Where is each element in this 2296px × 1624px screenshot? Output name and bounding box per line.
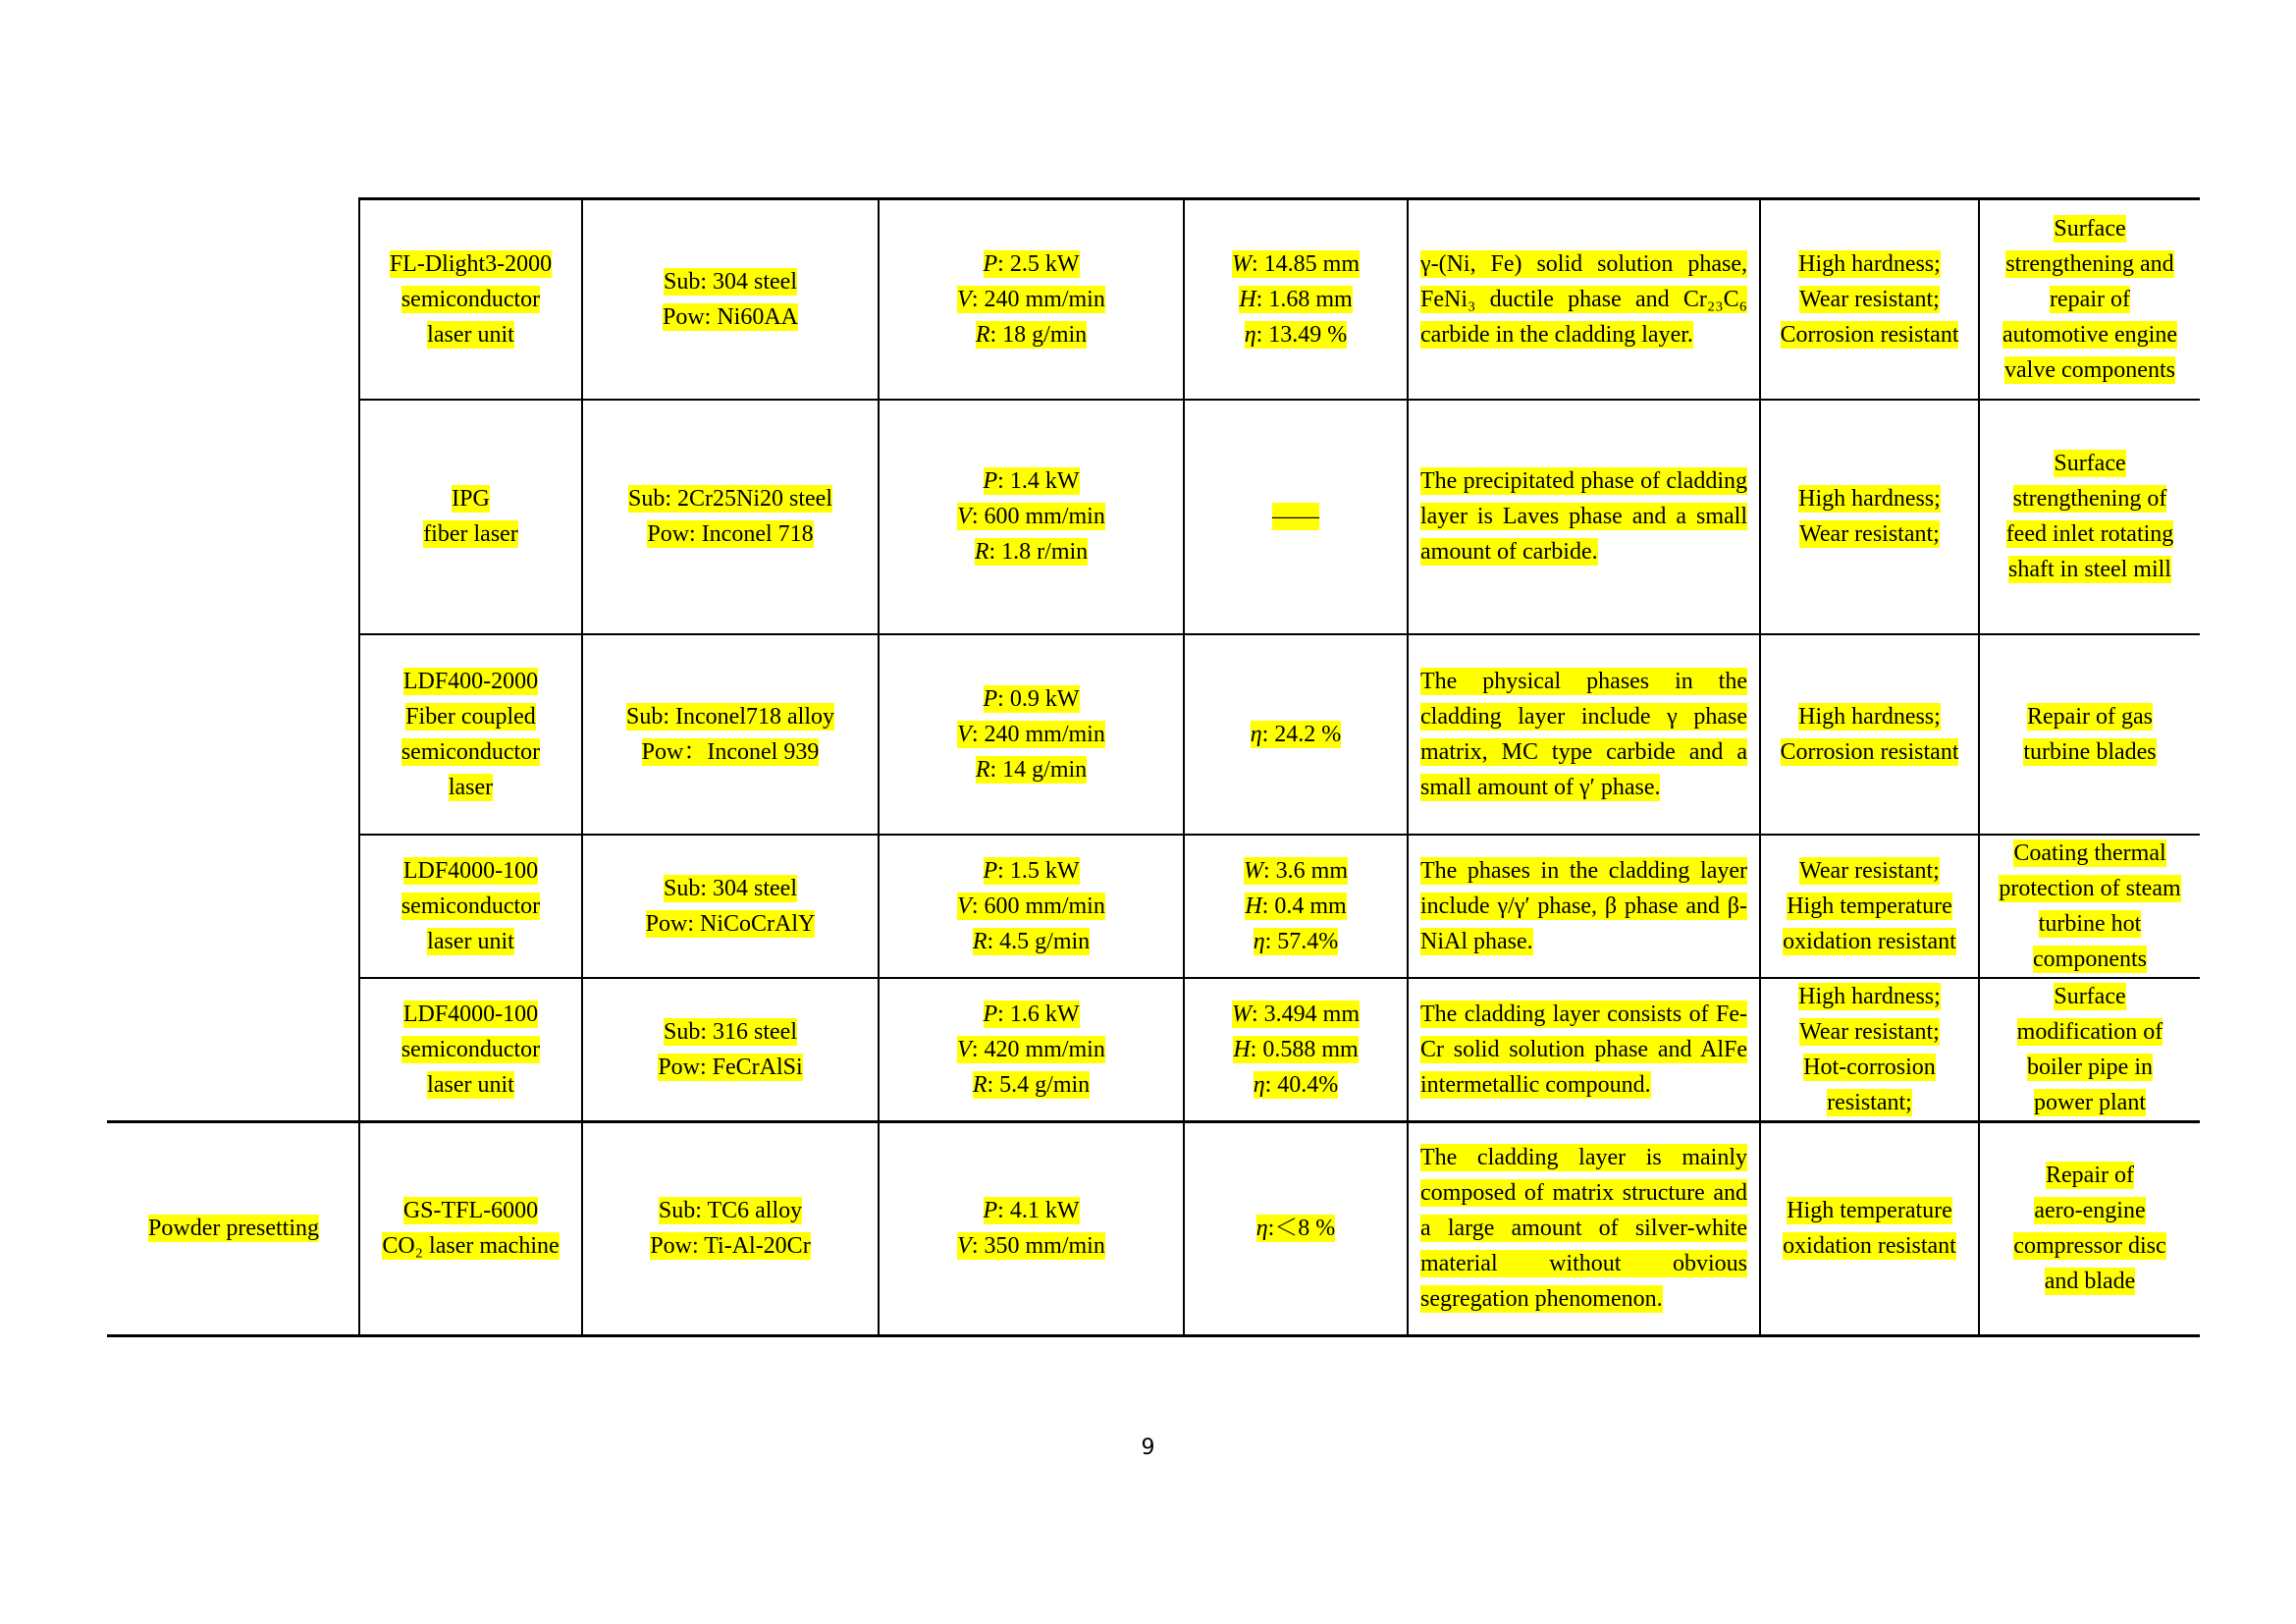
symbol: H <box>1239 286 1256 312</box>
parameters-cell <box>879 978 1184 1122</box>
materials-line: Sub: Inconel718 alloy <box>626 703 834 730</box>
application-line: components <box>2033 946 2147 972</box>
equipment-cell <box>359 835 582 978</box>
materials-line: Pow: FeCrAlSi <box>658 1054 803 1080</box>
symbol: P <box>983 1198 998 1223</box>
value: : 13.49 % <box>1255 321 1348 348</box>
table-row <box>107 978 2200 1122</box>
application-cell <box>1979 835 2200 978</box>
parameters-line <box>975 538 1088 566</box>
properties-line: Wear resistant; <box>1799 286 1940 312</box>
geometry-cell <box>1184 199 1408 400</box>
materials-line: Sub: TC6 alloy <box>658 1198 803 1223</box>
equipment-line: semiconductor <box>400 893 541 919</box>
parameters-cell <box>879 199 1184 400</box>
equipment-line: Fiber coupled <box>405 703 536 730</box>
properties-line: High hardness; <box>1798 250 1941 277</box>
properties-line: Wear resistant; <box>1799 1018 1940 1045</box>
method-cell <box>107 400 359 634</box>
phases-cell <box>1408 978 1760 1122</box>
materials-line: Pow: Inconel 718 <box>647 521 814 547</box>
properties-line: oxidation resistant <box>1783 1233 1956 1259</box>
table-row <box>107 199 2200 400</box>
application-line: power plant <box>2034 1089 2146 1115</box>
symbol: P <box>983 857 998 884</box>
materials-cell <box>582 978 879 1122</box>
value: : 0.588 mm <box>1250 1036 1359 1062</box>
application-line: Coating thermal <box>2013 839 2166 866</box>
application-cell <box>1979 634 2200 835</box>
properties-line: Corrosion resistant <box>1780 321 1959 348</box>
properties-cell <box>1760 400 1979 634</box>
equipment-cell <box>359 634 582 835</box>
properties-cell <box>1760 1121 1979 1335</box>
parameters-line <box>984 857 1080 885</box>
value: : 18 g/min <box>989 321 1088 348</box>
geometry-line <box>1239 286 1352 313</box>
application-line: Surface <box>2054 215 2126 242</box>
application-line: Surface <box>2054 451 2126 476</box>
symbol: W <box>1231 250 1252 277</box>
value: : 1.8 r/min <box>988 539 1089 565</box>
symbol: η <box>1253 1071 1265 1098</box>
application-line: Repair of gas <box>2027 703 2153 730</box>
application-line: repair of <box>2050 286 2130 312</box>
value: : 1.5 kW <box>997 857 1080 884</box>
symbol: R <box>975 321 990 348</box>
geometry-line <box>1244 857 1348 885</box>
parameters-line <box>957 893 1105 920</box>
parameters-line <box>976 756 1087 784</box>
parameters-line <box>976 321 1087 349</box>
application-line: strengthening and <box>2005 250 2174 277</box>
value: : 40.4% <box>1264 1071 1339 1098</box>
equipment-line: laser unit <box>427 1071 514 1098</box>
properties-line: High hardness; <box>1798 486 1941 512</box>
symbol: η <box>1255 1216 1268 1241</box>
symbol: η <box>1250 721 1262 747</box>
symbol: R <box>972 928 988 954</box>
properties-line: High temperature <box>1787 893 1952 919</box>
application-line: compressor disc <box>2013 1233 2166 1259</box>
value: : 1.4 kW <box>997 468 1080 494</box>
geometry-line <box>1272 503 1319 530</box>
materials-line: Pow: Ti-Al-20Cr <box>650 1233 811 1259</box>
properties-line: Wear resistant; <box>1799 857 1940 884</box>
materials-line: Pow: NiCoCrAlY <box>645 910 816 937</box>
materials-cell <box>582 199 879 400</box>
value: : 14.85 mm <box>1251 250 1360 277</box>
phases-text: γ-(Ni, Fe) solid solution phase, FeNi₃ ductile phase and Cr₂₃C₆ carbide in the cladding layer. <box>1420 250 1747 348</box>
properties-line: oxidation resistant <box>1783 928 1956 954</box>
application-line: aero-engine <box>2034 1198 2146 1223</box>
value: : 4.1 kW <box>997 1198 1080 1223</box>
page-number: 9 <box>1141 1435 1155 1460</box>
application-line: automotive engine <box>2002 321 2177 348</box>
value: : 1.68 mm <box>1255 286 1353 312</box>
method-text: Powder presetting <box>148 1216 319 1241</box>
geometry-line <box>1232 250 1360 278</box>
parameters-line <box>984 467 1080 495</box>
parameters-cell <box>879 835 1184 978</box>
parameters-line <box>957 721 1105 748</box>
geometry-line <box>1233 1036 1358 1063</box>
properties-cell <box>1760 634 1979 835</box>
symbol: η <box>1253 928 1265 954</box>
equipment-line: CO₂ laser machine <box>382 1233 560 1259</box>
application-cell <box>1979 1121 2200 1335</box>
application-line: and blade <box>2044 1269 2136 1294</box>
geometry-line <box>1254 928 1339 955</box>
properties-line: High temperature <box>1787 1198 1952 1223</box>
table-row <box>107 634 2200 835</box>
parameters-line <box>957 1036 1105 1063</box>
application-line: Repair of <box>2046 1163 2134 1188</box>
symbol: η <box>1244 321 1256 348</box>
application-cell <box>1979 978 2200 1122</box>
parameters-line <box>957 503 1105 530</box>
parameters-line <box>957 286 1105 313</box>
value: : 14 g/min <box>989 756 1088 783</box>
symbol: V <box>957 1233 972 1259</box>
symbol: V <box>957 504 972 529</box>
phases-text: The precipitated phase of cladding layer is Laves phase and a small amount of carbide. <box>1420 468 1747 565</box>
geometry-line <box>1245 893 1346 920</box>
parameters-line <box>984 1001 1080 1028</box>
properties-line: resistant; <box>1827 1089 1912 1115</box>
parameters-line <box>984 685 1080 713</box>
symbol: P <box>983 1001 998 1027</box>
symbol: V <box>957 721 972 747</box>
phases-cell <box>1408 634 1760 835</box>
table-body <box>107 199 2200 1336</box>
equipment-line: LDF400-2000 <box>402 668 539 694</box>
parameters-cell <box>879 1121 1184 1335</box>
value: :＜8 % <box>1267 1216 1336 1241</box>
geometry-cell <box>1184 634 1408 835</box>
results-table <box>107 197 2200 1337</box>
equipment-line: semiconductor <box>400 1036 541 1062</box>
value: : 420 mm/min <box>971 1036 1105 1062</box>
properties-line: Wear resistant; <box>1799 521 1940 547</box>
application-line: turbine hot <box>2038 910 2142 937</box>
symbol: V <box>957 1036 972 1062</box>
phases-cell <box>1408 400 1760 634</box>
value: : 240 mm/min <box>971 721 1105 747</box>
symbol: V <box>957 893 972 919</box>
symbol: P <box>983 685 998 712</box>
application-line: Surface <box>2054 983 2126 1009</box>
application-cell <box>1979 400 2200 634</box>
symbol: P <box>983 250 998 277</box>
phases-text: The physical phases in the cladding layer include γ phase matrix, MC type carbide and a small amount of γ′ phase. <box>1420 668 1747 800</box>
materials-cell <box>582 400 879 634</box>
value: : 3.494 mm <box>1251 1001 1360 1027</box>
application-cell <box>1979 199 2200 400</box>
phases-cell <box>1408 835 1760 978</box>
equipment-line: fiber laser <box>423 521 518 547</box>
materials-line: Pow: Ni60AA <box>662 303 798 330</box>
method-cell <box>107 199 359 400</box>
parameters-line <box>973 1071 1090 1099</box>
parameters-cell <box>879 634 1184 835</box>
geometry-line <box>1256 1215 1336 1242</box>
equipment-line: GS-TFL-6000 <box>402 1198 539 1223</box>
value: : 0.4 mm <box>1261 893 1347 919</box>
value: : 350 mm/min <box>971 1233 1105 1259</box>
symbol: R <box>975 756 990 783</box>
properties-line: High hardness; <box>1798 983 1941 1009</box>
materials-line: Sub: 2Cr25Ni20 steel <box>628 486 832 512</box>
application-line: modification of <box>2016 1018 2163 1045</box>
equipment-cell <box>359 978 582 1122</box>
symbol: R <box>972 1071 988 1098</box>
parameters-line <box>973 928 1090 955</box>
application-line: shaft in steel mill <box>2008 557 2171 582</box>
symbol: H <box>1233 1036 1251 1062</box>
application-line: boiler pipe in <box>2027 1054 2153 1080</box>
geometry-line <box>1254 1071 1339 1099</box>
materials-line: Sub: 304 steel <box>664 875 797 901</box>
materials-line: Sub: 304 steel <box>664 268 797 295</box>
method-cell <box>107 634 359 835</box>
application-line: valve components <box>2004 356 2175 383</box>
symbol: R <box>974 539 989 565</box>
equipment-line: IPG <box>452 486 490 512</box>
equipment-line: laser unit <box>427 321 514 348</box>
equipment-line: semiconductor <box>400 286 541 312</box>
equipment-line: LDF4000-100 <box>402 857 539 884</box>
symbol: W <box>1243 857 1263 884</box>
method-cell <box>107 835 359 978</box>
table-row <box>107 400 2200 634</box>
equipment-cell <box>359 199 582 400</box>
geometry-line <box>1251 721 1342 748</box>
properties-line: Hot-corrosion <box>1803 1054 1936 1080</box>
materials-line: Pow：Inconel 939 <box>641 738 820 765</box>
materials-line: Sub: 316 steel <box>664 1018 797 1045</box>
parameters-line <box>957 1232 1105 1260</box>
symbol: P <box>983 468 998 494</box>
geometry-line <box>1245 321 1348 349</box>
method-cell <box>107 978 359 1122</box>
geometry-cell <box>1184 835 1408 978</box>
equipment-line: laser <box>448 774 494 800</box>
phases-text: The cladding layer consists of Fe-Cr solid solution phase and AlFe intermetallic compound. <box>1420 1001 1747 1098</box>
table-row <box>107 835 2200 978</box>
equipment-line: laser unit <box>427 928 514 954</box>
equipment-line: LDF4000-100 <box>402 1001 539 1027</box>
properties-cell <box>1760 978 1979 1122</box>
geometry-cell <box>1184 1121 1408 1335</box>
value: : 5.4 g/min <box>987 1071 1091 1098</box>
properties-line: High hardness; <box>1798 703 1941 730</box>
value: : 1.6 kW <box>997 1001 1080 1027</box>
properties-cell <box>1760 199 1979 400</box>
value: —— <box>1272 504 1319 529</box>
phases-cell <box>1408 1121 1760 1335</box>
geometry-line <box>1232 1001 1360 1028</box>
phases-text: The phases in the cladding layer include γ/γ′ phase, β phase and β-NiAl phase. <box>1420 857 1747 954</box>
geometry-cell <box>1184 978 1408 1122</box>
parameters-line <box>984 250 1080 278</box>
application-line: strengthening of <box>2012 486 2167 512</box>
equipment-line: FL-Dlight3-2000 <box>389 250 553 277</box>
value: : 0.9 kW <box>997 685 1080 712</box>
equipment-line: semiconductor <box>400 738 541 765</box>
materials-cell <box>582 1121 879 1335</box>
application-line: protection of steam <box>1999 875 2181 901</box>
properties-cell <box>1760 835 1979 978</box>
symbol: V <box>957 286 972 312</box>
value: : 240 mm/min <box>971 286 1105 312</box>
equipment-cell <box>359 400 582 634</box>
value: : 600 mm/min <box>971 893 1105 919</box>
table-row <box>107 1121 2200 1335</box>
value: : 24.2 % <box>1261 721 1342 747</box>
materials-cell <box>582 634 879 835</box>
parameters-cell <box>879 400 1184 634</box>
parameters-line <box>984 1197 1080 1224</box>
value: : 4.5 g/min <box>987 928 1091 954</box>
value: : 600 mm/min <box>971 504 1105 529</box>
phases-cell <box>1408 199 1760 400</box>
method-cell <box>107 1121 359 1335</box>
application-line: turbine blades <box>2023 738 2157 765</box>
application-line: feed inlet rotating <box>2005 521 2174 547</box>
value: : 3.6 mm <box>1262 857 1348 884</box>
symbol: H <box>1245 893 1262 919</box>
value: : 2.5 kW <box>997 250 1080 277</box>
equipment-cell <box>359 1121 582 1335</box>
properties-line: Corrosion resistant <box>1780 738 1959 765</box>
symbol: W <box>1231 1001 1252 1027</box>
geometry-cell <box>1184 400 1408 634</box>
phases-text: The cladding layer is mainly composed of matrix structure and a large amount of silver-white material without obvious segregation phenomenon. <box>1420 1145 1747 1312</box>
value: : 57.4% <box>1264 928 1339 954</box>
materials-cell <box>582 835 879 978</box>
